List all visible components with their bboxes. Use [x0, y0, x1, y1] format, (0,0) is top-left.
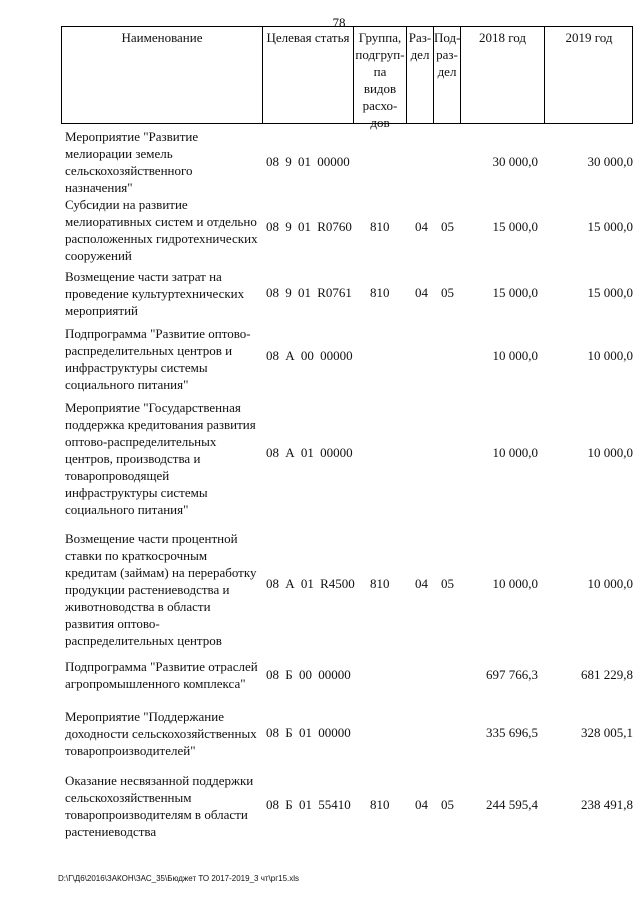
- row-2019: 10 000,0: [587, 348, 633, 363]
- row-2019: 238 491,8: [581, 797, 633, 812]
- row-2019: 10 000,0: [587, 445, 633, 460]
- row-2018: 244 595,4: [486, 797, 538, 812]
- row-section: 04: [415, 285, 428, 300]
- row-2018: 10 000,0: [492, 348, 538, 363]
- row-name: Субсидии на развитие мелиоративных систем и отдельно расположенных гидротехнических сооружений: [65, 197, 258, 263]
- row-2018: 10 000,0: [492, 445, 538, 460]
- row-target: 08 Б 01 55410: [266, 797, 351, 812]
- row-section: 04: [415, 576, 428, 591]
- header-group: Группа, подгруп- па видов расхо- дов: [354, 27, 407, 123]
- row-target: 08 А 01 R4500: [266, 576, 355, 591]
- row-2018: 10 000,0: [492, 576, 538, 591]
- row-target: 08 9 01 00000: [266, 154, 350, 169]
- row-2019: 681 229,8: [581, 667, 633, 682]
- row-2019: 30 000,0: [587, 154, 633, 169]
- header-2019: 2019 год: [565, 30, 613, 45]
- row-target: 08 9 01 R0760: [266, 219, 352, 234]
- row-name: Подпрограмма "Развитие отраслей агропромышленного комплекса": [65, 659, 258, 691]
- row-name: Возмещение части затрат на проведение культуртехнических мероприятий: [65, 269, 245, 318]
- header-2018: 2018 год: [461, 27, 545, 123]
- row-2018: 335 696,5: [486, 725, 538, 740]
- row-name: Оказание несвязанной поддержки сельскохозяйственным товаропроизводителям в области растениеводства: [65, 773, 254, 839]
- row-target: 08 А 00 00000: [266, 348, 353, 363]
- row-2019: 328 005,1: [581, 725, 633, 740]
- header-section: Раз- дел: [407, 27, 434, 123]
- row-group: 810: [370, 285, 390, 300]
- row-2019: 15 000,0: [587, 285, 633, 300]
- table-header: [61, 26, 633, 130]
- file-path-footer: D:\Г\Д6\2016\ЗАКОН\ЗАС_35\Бюджет ТО 2017-2019_3 чт\рг15.xls: [58, 874, 300, 883]
- row-group: 810: [370, 219, 390, 234]
- row-subsection: 05: [441, 219, 454, 234]
- row-group: 810: [370, 797, 390, 812]
- row-2018: 15 000,0: [492, 285, 538, 300]
- row-name: Возмещение части процентной ставки по краткосрочным кредитам (займам) на переработку продукции растениеводства и животноводства в области развития оптово-распределительных центров: [65, 531, 257, 648]
- header-name: Наименование: [62, 27, 263, 123]
- row-section: 04: [415, 219, 428, 234]
- row-target: 08 Б 00 00000: [266, 667, 351, 682]
- row-2018: 697 766,3: [486, 667, 538, 682]
- row-subsection: 05: [441, 797, 454, 812]
- row-target: 08 9 01 R0761: [266, 285, 352, 300]
- row-subsection: 05: [441, 576, 454, 591]
- row-group: 810: [370, 576, 390, 591]
- row-name: Мероприятие "Поддержание доходности сельскохозяйственных товаропроизводителей": [65, 709, 257, 758]
- row-2018: 30 000,0: [492, 154, 538, 169]
- header-subsection: Под- раз- дел: [434, 27, 461, 123]
- row-target: 08 Б 01 00000: [266, 725, 351, 740]
- row-name: Мероприятие "Развитие мелиорации земель сельскохозяйственного назначения": [65, 129, 199, 195]
- row-2019: 15 000,0: [587, 219, 633, 234]
- row-section: 04: [415, 797, 428, 812]
- row-target: 08 А 01 00000: [266, 445, 353, 460]
- header-target: Целевая статья: [263, 27, 354, 123]
- row-name: Подпрограмма "Развитие оптово-распределительных центров и инфраструктуры системы социального питания": [65, 326, 251, 392]
- row-2018: 15 000,0: [492, 219, 538, 234]
- row-name: Мероприятие "Государственная поддержка кредитования развития оптово-распределительных центров, производства и товаропроводящей инфраструктуры системы социального питания": [65, 400, 256, 517]
- page-number: 78: [332, 15, 346, 30]
- row-2019: 10 000,0: [587, 576, 633, 591]
- row-subsection: 05: [441, 285, 454, 300]
